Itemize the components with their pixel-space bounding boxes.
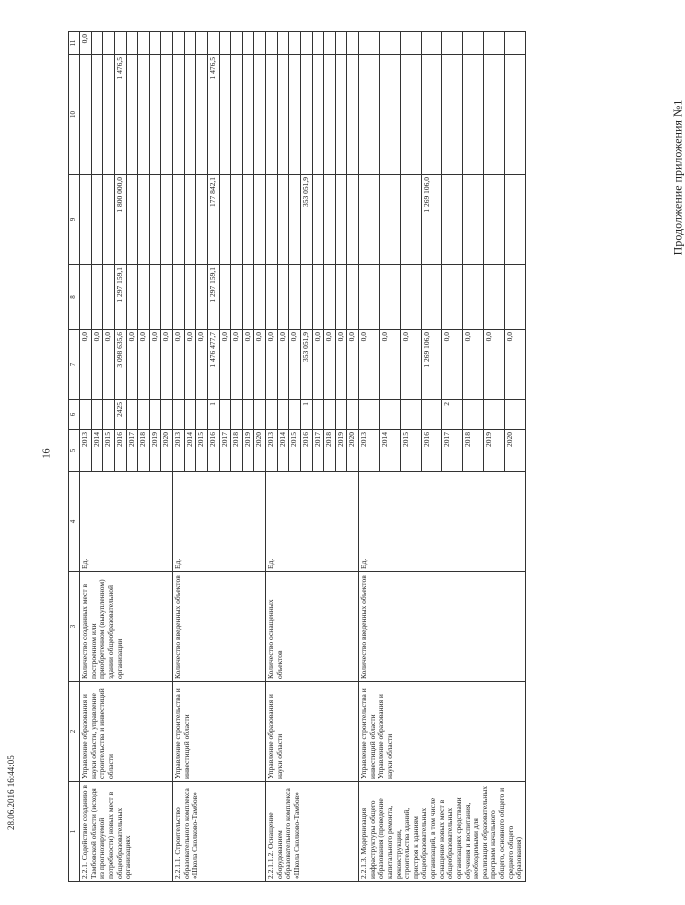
year-cell: 2016 bbox=[207, 430, 219, 472]
year-cell: 2013 bbox=[173, 430, 185, 472]
section-name: 2.2.1.1. Строительство образовательного комплекса «Школа Сколково-Тамбов» bbox=[173, 782, 266, 882]
total-cell: 1 476 477,7 bbox=[207, 330, 219, 400]
count-cell bbox=[184, 400, 196, 430]
section-indicator: Количество оснащенных объектов bbox=[266, 572, 359, 682]
total-cell: 0,0 bbox=[324, 330, 336, 400]
count-cell bbox=[149, 400, 161, 430]
table-row bbox=[266, 32, 278, 882]
count-cell bbox=[505, 400, 526, 430]
local-cell bbox=[103, 55, 115, 175]
total-cell: 0,0 bbox=[379, 330, 400, 400]
section-unit: Ед. bbox=[80, 472, 173, 572]
federal-cell bbox=[80, 265, 92, 330]
regional-cell bbox=[442, 175, 463, 265]
year-cell: 2017 bbox=[219, 430, 231, 472]
year-cell: 2014 bbox=[277, 430, 289, 472]
column-number-9: 9 bbox=[69, 175, 80, 265]
federal-cell bbox=[242, 265, 254, 330]
regional-cell bbox=[219, 175, 231, 265]
other-cell bbox=[379, 32, 400, 55]
year-cell: 2016 bbox=[114, 430, 126, 472]
local-cell bbox=[300, 55, 312, 175]
total-cell: 0,0 bbox=[400, 330, 421, 400]
year-cell: 2013 bbox=[266, 430, 278, 472]
column-number-11: 11 bbox=[69, 32, 80, 55]
count-cell bbox=[103, 400, 115, 430]
other-cell bbox=[231, 32, 243, 55]
section-executor: Управление строительства и инвестиций области Управление образования и науки области bbox=[359, 682, 526, 782]
page-number: 16 bbox=[41, 448, 53, 459]
year-cell: 2020 bbox=[505, 430, 526, 472]
other-cell bbox=[289, 32, 301, 55]
column-number-1: 1 bbox=[69, 782, 80, 882]
other-cell bbox=[254, 32, 266, 55]
local-cell bbox=[463, 55, 484, 175]
federal-cell bbox=[138, 265, 150, 330]
regional-cell bbox=[379, 175, 400, 265]
federal-cell bbox=[254, 265, 266, 330]
regional-cell bbox=[312, 175, 324, 265]
regional-cell bbox=[484, 175, 505, 265]
federal-cell bbox=[231, 265, 243, 330]
local-cell bbox=[335, 55, 347, 175]
total-cell: 0,0 bbox=[442, 330, 463, 400]
local-cell bbox=[149, 55, 161, 175]
federal-cell bbox=[421, 265, 442, 330]
year-cell: 2014 bbox=[91, 430, 103, 472]
count-cell bbox=[379, 400, 400, 430]
regional-cell: 177 842,1 bbox=[207, 175, 219, 265]
count-cell bbox=[335, 400, 347, 430]
regional-cell bbox=[173, 175, 185, 265]
count-cell bbox=[196, 400, 208, 430]
count-cell bbox=[242, 400, 254, 430]
federal-cell bbox=[173, 265, 185, 330]
local-cell bbox=[231, 55, 243, 175]
total-cell: 1 269 106,0 bbox=[421, 330, 442, 400]
count-cell bbox=[231, 400, 243, 430]
year-cell: 2017 bbox=[312, 430, 324, 472]
section-unit: Ед. bbox=[359, 472, 526, 572]
other-cell bbox=[184, 32, 196, 55]
count-cell: 1 bbox=[207, 400, 219, 430]
total-cell: 0,0 bbox=[161, 330, 173, 400]
federal-cell bbox=[442, 265, 463, 330]
year-cell: 2019 bbox=[484, 430, 505, 472]
federal-cell bbox=[219, 265, 231, 330]
total-cell: 3 098 635,6 bbox=[114, 330, 126, 400]
total-cell: 0,0 bbox=[505, 330, 526, 400]
regional-cell bbox=[80, 175, 92, 265]
table-row bbox=[173, 32, 185, 882]
total-cell: 0,0 bbox=[266, 330, 278, 400]
count-cell bbox=[421, 400, 442, 430]
column-number-6: 6 bbox=[69, 400, 80, 430]
regional-cell bbox=[400, 175, 421, 265]
year-cell: 2018 bbox=[463, 430, 484, 472]
section-unit: Ед. bbox=[266, 472, 359, 572]
total-cell: 0,0 bbox=[173, 330, 185, 400]
federal-cell bbox=[91, 265, 103, 330]
section-name: 2.2.1.1.2. Оснащение оборудованием образовательного комплекса «Школа Сколково-Тамбов» bbox=[266, 782, 359, 882]
total-cell: 0,0 bbox=[231, 330, 243, 400]
section-indicator: Количество введенных объектов bbox=[359, 572, 526, 682]
count-cell bbox=[277, 400, 289, 430]
total-cell: 0,0 bbox=[138, 330, 150, 400]
other-cell bbox=[126, 32, 138, 55]
year-cell: 2017 bbox=[126, 430, 138, 472]
federal-cell bbox=[379, 265, 400, 330]
federal-cell bbox=[505, 265, 526, 330]
year-cell: 2016 bbox=[421, 430, 442, 472]
regional-cell bbox=[324, 175, 336, 265]
regional-cell: 1 800 000,0 bbox=[114, 175, 126, 265]
count-cell: 1 bbox=[300, 400, 312, 430]
local-cell bbox=[196, 55, 208, 175]
regional-cell bbox=[161, 175, 173, 265]
local-cell bbox=[254, 55, 266, 175]
column-number-10: 10 bbox=[69, 55, 80, 175]
other-cell bbox=[242, 32, 254, 55]
other-cell bbox=[300, 32, 312, 55]
regional-cell bbox=[347, 175, 359, 265]
federal-cell bbox=[196, 265, 208, 330]
total-cell: 0,0 bbox=[196, 330, 208, 400]
regional-cell bbox=[277, 175, 289, 265]
total-cell: 0,0 bbox=[347, 330, 359, 400]
total-cell: 0,0 bbox=[103, 330, 115, 400]
total-cell: 0,0 bbox=[149, 330, 161, 400]
count-cell bbox=[266, 400, 278, 430]
section-executor: Управление образования и науки области, управление строительства и инвестиций области bbox=[80, 682, 173, 782]
regional-cell bbox=[126, 175, 138, 265]
count-cell bbox=[126, 400, 138, 430]
regional-cell bbox=[91, 175, 103, 265]
section-executor: Управление образования и науки области bbox=[266, 682, 359, 782]
federal-cell bbox=[400, 265, 421, 330]
year-cell: 2015 bbox=[196, 430, 208, 472]
count-cell bbox=[289, 400, 301, 430]
column-number-4: 4 bbox=[69, 472, 80, 572]
year-cell: 2019 bbox=[149, 430, 161, 472]
total-cell: 0,0 bbox=[242, 330, 254, 400]
section-unit: Ед. bbox=[173, 472, 266, 572]
section-executor: Управление строительства и инвестиций области bbox=[173, 682, 266, 782]
other-cell bbox=[335, 32, 347, 55]
other-cell bbox=[277, 32, 289, 55]
total-cell: 0,0 bbox=[126, 330, 138, 400]
local-cell bbox=[138, 55, 150, 175]
federal-cell bbox=[184, 265, 196, 330]
total-cell: 0,0 bbox=[219, 330, 231, 400]
total-cell: 0,0 bbox=[335, 330, 347, 400]
regional-cell bbox=[196, 175, 208, 265]
local-cell bbox=[173, 55, 185, 175]
federal-cell bbox=[161, 265, 173, 330]
section-indicator: Количество введенных объектов bbox=[173, 572, 266, 682]
year-cell: 2018 bbox=[231, 430, 243, 472]
total-cell: 0,0 bbox=[312, 330, 324, 400]
column-number-7: 7 bbox=[69, 330, 80, 400]
other-cell bbox=[138, 32, 150, 55]
regional-cell bbox=[149, 175, 161, 265]
other-cell bbox=[400, 32, 421, 55]
year-cell: 2015 bbox=[289, 430, 301, 472]
count-cell bbox=[254, 400, 266, 430]
year-cell: 2017 bbox=[442, 430, 463, 472]
federal-cell: 1 297 159,1 bbox=[207, 265, 219, 330]
other-cell bbox=[324, 32, 336, 55]
other-cell bbox=[421, 32, 442, 55]
year-cell: 2016 bbox=[300, 430, 312, 472]
column-number-8: 8 bbox=[69, 265, 80, 330]
local-cell: 1 476,5 bbox=[114, 55, 126, 175]
count-cell bbox=[312, 400, 324, 430]
other-cell bbox=[312, 32, 324, 55]
local-cell bbox=[242, 55, 254, 175]
other-cell bbox=[91, 32, 103, 55]
other-cell bbox=[161, 32, 173, 55]
total-cell: 0,0 bbox=[484, 330, 505, 400]
year-cell: 2020 bbox=[347, 430, 359, 472]
year-cell: 2018 bbox=[138, 430, 150, 472]
year-cell: 2014 bbox=[184, 430, 196, 472]
column-number-row bbox=[69, 32, 80, 882]
year-cell: 2020 bbox=[161, 430, 173, 472]
local-cell bbox=[277, 55, 289, 175]
total-cell: 0,0 bbox=[80, 330, 92, 400]
table-row bbox=[359, 32, 380, 882]
other-cell bbox=[359, 32, 380, 55]
year-cell: 2013 bbox=[359, 430, 380, 472]
local-cell bbox=[359, 55, 380, 175]
count-cell bbox=[324, 400, 336, 430]
count-cell: 2425 bbox=[114, 400, 126, 430]
other-cell bbox=[196, 32, 208, 55]
count-cell bbox=[219, 400, 231, 430]
other-cell bbox=[505, 32, 526, 55]
count-cell bbox=[91, 400, 103, 430]
year-cell: 2018 bbox=[324, 430, 336, 472]
federal-cell bbox=[103, 265, 115, 330]
local-cell bbox=[421, 55, 442, 175]
column-number-3: 3 bbox=[69, 572, 80, 682]
rotated-table-container bbox=[68, 32, 628, 882]
table-row bbox=[80, 32, 92, 882]
regional-cell: 1 269 106,0 bbox=[421, 175, 442, 265]
federal-cell bbox=[324, 265, 336, 330]
total-cell: 0,0 bbox=[184, 330, 196, 400]
count-cell bbox=[484, 400, 505, 430]
year-cell: 2019 bbox=[335, 430, 347, 472]
count-cell bbox=[173, 400, 185, 430]
page-header: Продолжение приложения №1 bbox=[670, 99, 685, 256]
count-cell bbox=[138, 400, 150, 430]
year-cell: 2013 bbox=[80, 430, 92, 472]
regional-cell bbox=[254, 175, 266, 265]
federal-cell bbox=[347, 265, 359, 330]
regional-cell bbox=[505, 175, 526, 265]
local-cell bbox=[505, 55, 526, 175]
other-cell bbox=[114, 32, 126, 55]
local-cell bbox=[484, 55, 505, 175]
federal-cell bbox=[289, 265, 301, 330]
year-cell: 2014 bbox=[379, 430, 400, 472]
column-number-2: 2 bbox=[69, 682, 80, 782]
section-indicator: Количество созданных мест в построенном или приобретенном (выкупленном) здании общеобразовательной организации bbox=[80, 572, 173, 682]
regional-cell bbox=[184, 175, 196, 265]
local-cell bbox=[312, 55, 324, 175]
count-cell bbox=[359, 400, 380, 430]
federal-cell bbox=[463, 265, 484, 330]
section-name: 2.2.1. Содействие созданию в Тамбовской области (исходя из прогнозируемой потребности) новых мест в общеобразовательных организациях bbox=[80, 782, 173, 882]
local-cell: 1 476,5 bbox=[207, 55, 219, 175]
other-cell bbox=[484, 32, 505, 55]
local-cell bbox=[91, 55, 103, 175]
year-cell: 2020 bbox=[254, 430, 266, 472]
regional-cell bbox=[242, 175, 254, 265]
federal-cell bbox=[126, 265, 138, 330]
other-cell bbox=[266, 32, 278, 55]
regional-cell bbox=[231, 175, 243, 265]
regional-cell bbox=[266, 175, 278, 265]
local-cell bbox=[289, 55, 301, 175]
total-cell: 353 051,9 bbox=[300, 330, 312, 400]
federal-cell bbox=[277, 265, 289, 330]
count-cell bbox=[400, 400, 421, 430]
other-cell bbox=[103, 32, 115, 55]
local-cell bbox=[442, 55, 463, 175]
local-cell bbox=[379, 55, 400, 175]
total-cell: 0,0 bbox=[254, 330, 266, 400]
year-cell: 2015 bbox=[103, 430, 115, 472]
federal-cell bbox=[149, 265, 161, 330]
footer-timestamp: 28.06.2016 16:44:05 bbox=[6, 755, 16, 830]
other-cell bbox=[149, 32, 161, 55]
federal-cell bbox=[300, 265, 312, 330]
total-cell: 0,0 bbox=[277, 330, 289, 400]
local-cell bbox=[324, 55, 336, 175]
local-cell bbox=[347, 55, 359, 175]
other-cell bbox=[219, 32, 231, 55]
total-cell: 0,0 bbox=[359, 330, 380, 400]
other-cell bbox=[442, 32, 463, 55]
federal-cell bbox=[359, 265, 380, 330]
column-number-5: 5 bbox=[69, 430, 80, 472]
regional-cell bbox=[463, 175, 484, 265]
count-cell bbox=[463, 400, 484, 430]
regional-cell bbox=[103, 175, 115, 265]
regional-cell bbox=[138, 175, 150, 265]
total-cell: 0,0 bbox=[463, 330, 484, 400]
section-name: 2.2.1.3. Модернизация инфраструктуры общего образования (проведение капитального ремонта, реконструкции, строительства зданий, пристроя к зданиям общеобразовательных организаций, в том числе оснащение новых мест в общеобразовательных организациях средствами обучения и воспитания, необходимыми для реализации образовательных программ начального общего, основного общего и среднего общего образования) bbox=[359, 782, 526, 882]
count-cell bbox=[161, 400, 173, 430]
total-cell: 0,0 bbox=[91, 330, 103, 400]
year-cell: 2019 bbox=[242, 430, 254, 472]
regional-cell bbox=[359, 175, 380, 265]
count-cell bbox=[80, 400, 92, 430]
local-cell bbox=[266, 55, 278, 175]
federal-cell bbox=[484, 265, 505, 330]
federal-cell bbox=[335, 265, 347, 330]
regional-cell bbox=[335, 175, 347, 265]
regional-cell bbox=[289, 175, 301, 265]
local-cell bbox=[184, 55, 196, 175]
federal-cell bbox=[312, 265, 324, 330]
other-cell: 0,0 bbox=[80, 32, 92, 55]
local-cell bbox=[161, 55, 173, 175]
local-cell bbox=[126, 55, 138, 175]
local-cell bbox=[219, 55, 231, 175]
federal-cell bbox=[266, 265, 278, 330]
local-cell bbox=[400, 55, 421, 175]
count-cell bbox=[347, 400, 359, 430]
count-cell: 2 bbox=[442, 400, 463, 430]
other-cell bbox=[463, 32, 484, 55]
other-cell bbox=[207, 32, 219, 55]
regional-cell: 353 051,9 bbox=[300, 175, 312, 265]
program-table bbox=[68, 31, 526, 882]
federal-cell: 1 297 159,1 bbox=[114, 265, 126, 330]
total-cell: 0,0 bbox=[289, 330, 301, 400]
year-cell: 2015 bbox=[400, 430, 421, 472]
other-cell bbox=[347, 32, 359, 55]
local-cell bbox=[80, 55, 92, 175]
other-cell bbox=[173, 32, 185, 55]
